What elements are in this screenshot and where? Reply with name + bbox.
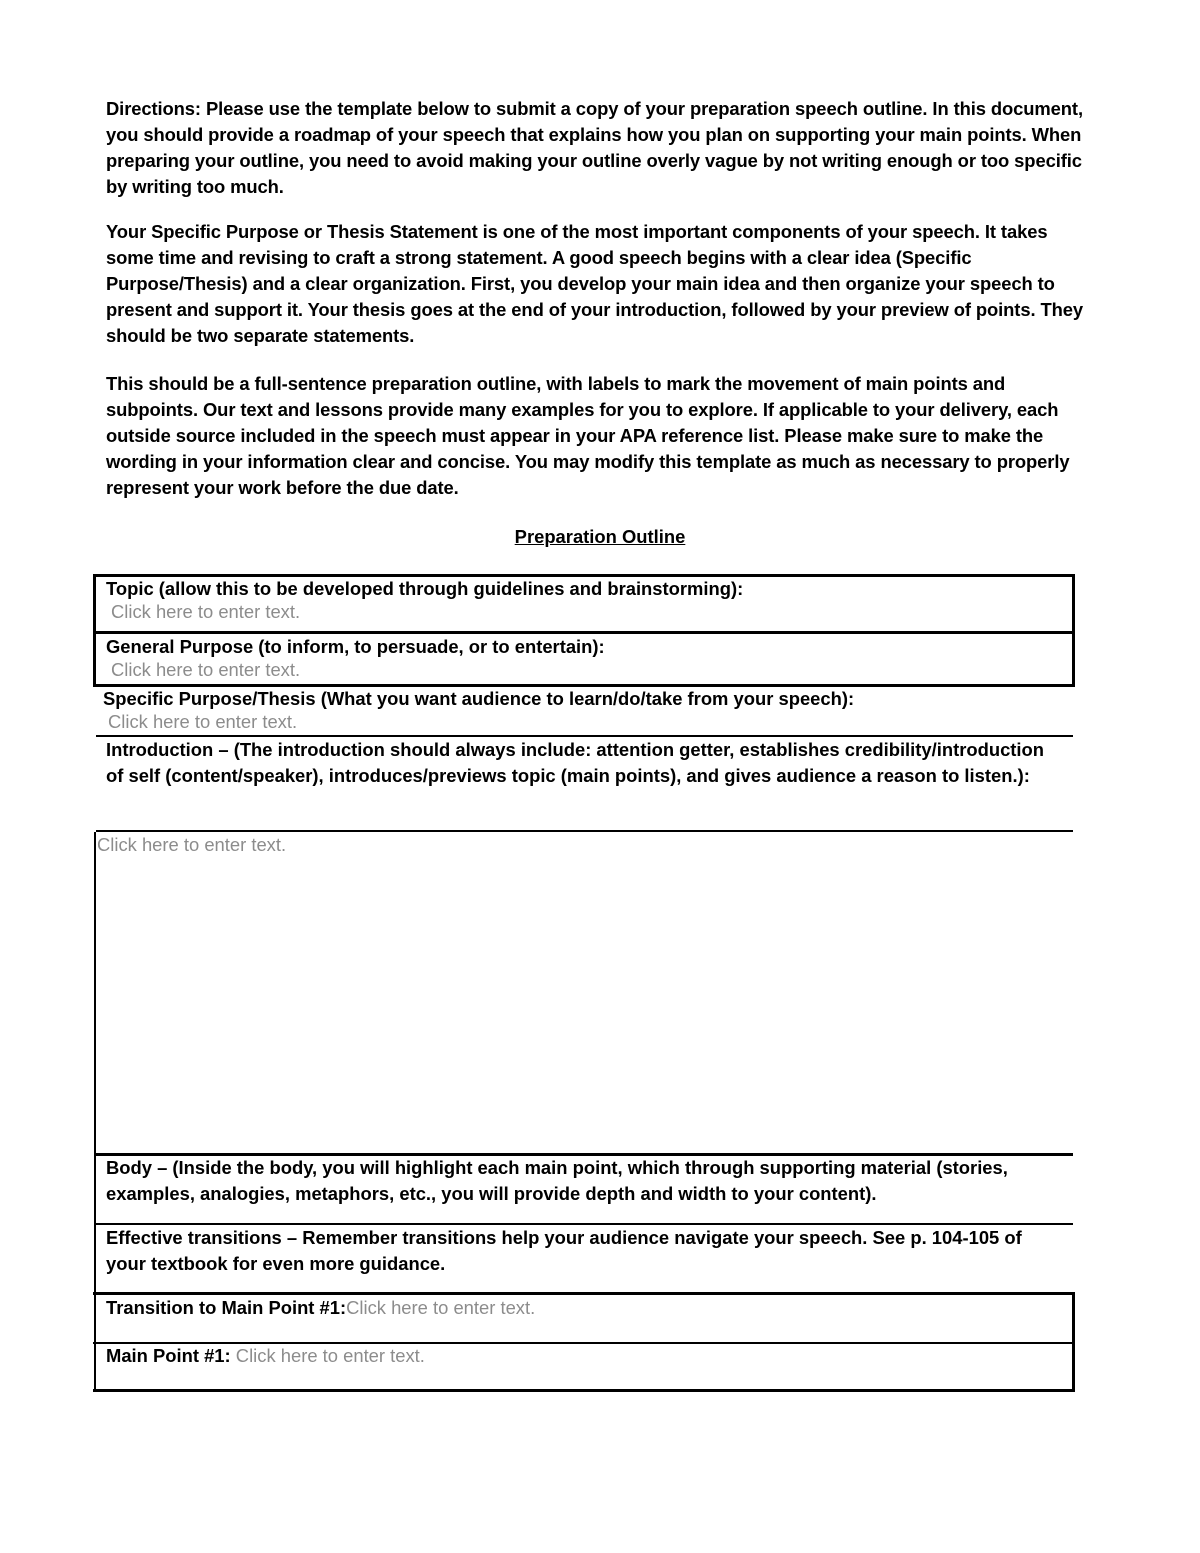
transition-mp1-label: Transition to Main Point #1:: [106, 1297, 347, 1318]
table-border: [93, 1389, 1075, 1392]
topic-label: Topic (allow this to be developed through guidelines and brainstorming):: [106, 578, 744, 599]
specific-purpose-cell: [103, 686, 1068, 735]
general-purpose-label: General Purpose (to inform, to persuade, or to entertain):: [106, 636, 605, 657]
topic-input[interactable]: Click here to enter text.: [111, 601, 301, 622]
body-label: Body – (Inside the body, you will highlight each main point, which through supporting material (stories, examples, analogies, metaphors, etc., you will provide depth and width to your content).: [106, 1157, 1008, 1204]
table-border: [94, 832, 96, 1392]
introduction-label: Introduction – (The introduction should always include: attention getter, establishes credibility/introduction of self (content/speaker), introduces/previews topic (main points), and gives audience a reason to listen.):: [106, 739, 1044, 786]
directions-paragraph-3: This should be a full-sentence preparation outline, with labels to mark the movement of main points and subpoints. Our text and lessons provide many examples for you to explore. If applicable to your delivery, each outside source included in the speech must appear in your APA reference list. Please make sure to make the wording in your information clear and concise. You may modify this template as much as necessary to properly represent your work before the due date.: [106, 373, 1070, 498]
general-purpose-cell: [106, 634, 1066, 683]
directions-paragraph-1: Directions: Please use the template below to submit a copy of your preparation speech outline. In this document, you should provide a roadmap of your speech that explains how you plan on supporting your main points. When preparing your outline, you need to avoid making your outline overly vague by not writing enough or too specific by writing too much.: [106, 98, 1083, 197]
transition-mp1-input[interactable]: Click here to enter text.: [346, 1297, 536, 1318]
main-point-1-label: Main Point #1:: [106, 1345, 231, 1366]
transitions-label: Effective transitions – Remember transitions help your audience navigate your speech. See p. 104-105 of your textbook for even more guidance.: [106, 1227, 1022, 1274]
main-point-1-cell: [106, 1343, 1066, 1369]
general-purpose-input[interactable]: Click here to enter text.: [111, 659, 301, 680]
specific-purpose-input[interactable]: Click here to enter text.: [108, 711, 298, 732]
outline-title: Preparation Outline: [514, 526, 686, 547]
directions-paragraph-2: Your Specific Purpose or Thesis Statement is one of the most important components of your speech. It takes some time and revising to craft a strong statement. A good speech begins with a clear idea (Specific Purpose/Thesis) and a clear organization. First, you develop your main idea and then organize your speech to present and support it. Your thesis goes at the end of your introduction, followed by your preview of points. They should be two separate statements.: [106, 221, 1084, 346]
topic-cell: [106, 576, 1066, 625]
main-point-1-input[interactable]: Click here to enter text.: [235, 1345, 425, 1366]
introduction-input[interactable]: Click here to enter text.: [97, 834, 287, 855]
specific-purpose-label: Specific Purpose/Thesis (What you want audience to learn/do/take from your speech):: [103, 688, 855, 709]
transition-mp1-cell: [106, 1295, 1066, 1321]
